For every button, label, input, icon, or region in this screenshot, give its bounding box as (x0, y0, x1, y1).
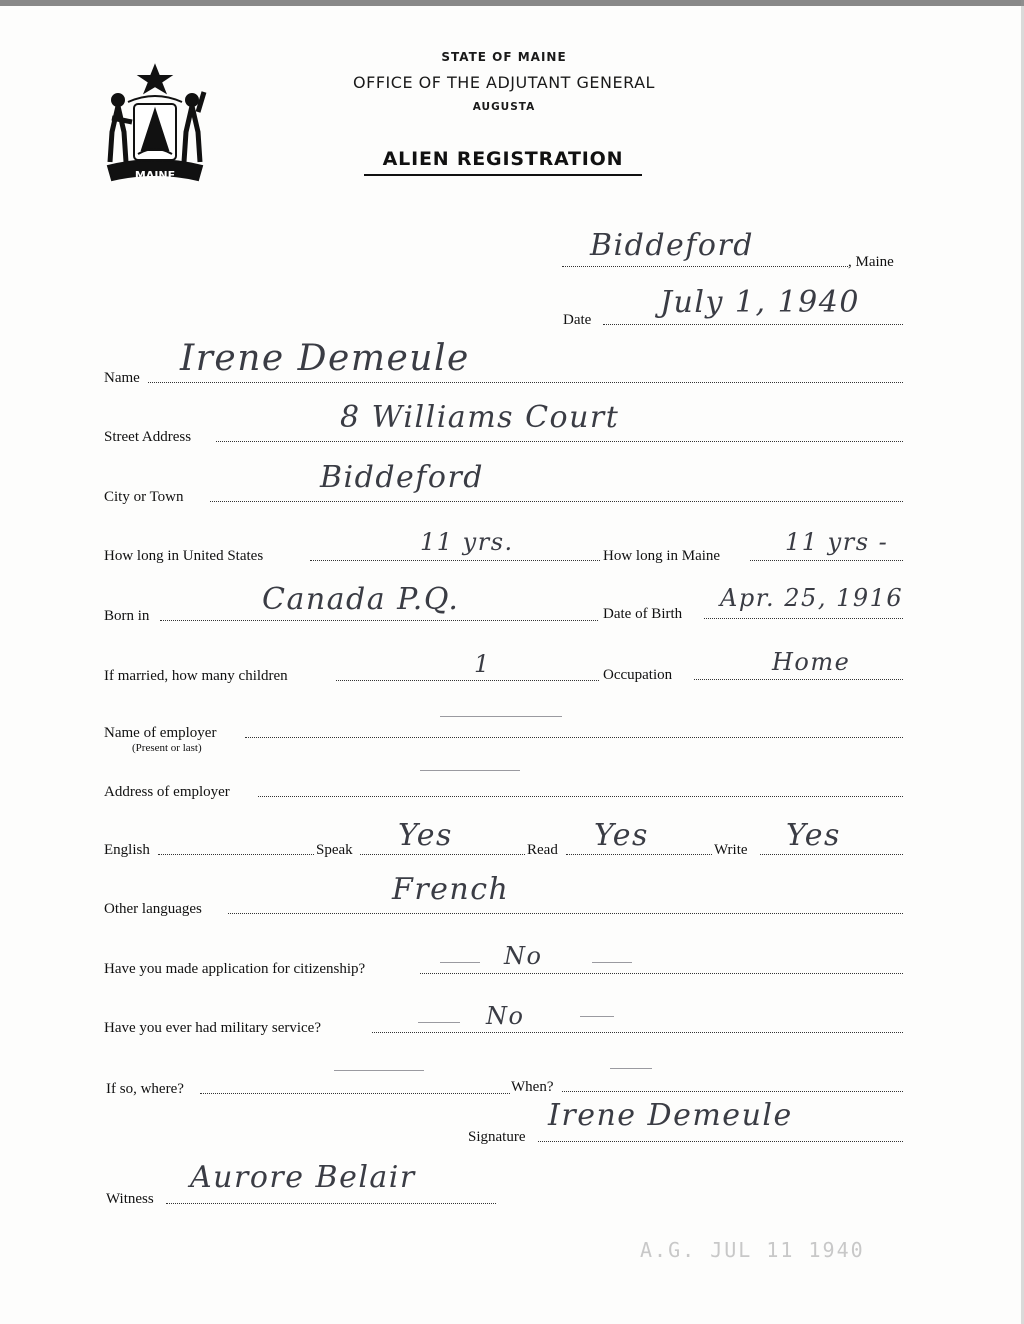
where-label: If so, where? (106, 1081, 184, 1097)
how-long-maine-label: How long in Maine (603, 548, 721, 564)
when-dots (562, 1091, 903, 1092)
citizenship-entry: No (504, 942, 543, 970)
city-dots (210, 501, 903, 502)
occupation-entry: Home (772, 648, 851, 676)
date-dots (603, 324, 903, 325)
received-stamp: A.G. JUL 11 1940 (640, 1238, 865, 1262)
read-label: Read (527, 842, 558, 858)
employer-name-label: Name of employer (104, 725, 217, 741)
how-long-maine-dots (750, 560, 903, 561)
how-long-us-label: How long in United States (104, 548, 264, 564)
born-in-entry: Canada P.Q. (262, 582, 460, 617)
header-office: OFFICE OF THE ADJUTANT GENERAL (353, 73, 655, 92)
blank-dash (440, 962, 480, 963)
military-dots (372, 1032, 903, 1033)
name-entry: Irene Demeule (180, 338, 470, 379)
read-dots (566, 854, 712, 855)
write-label: Write (714, 842, 748, 858)
place-dots (562, 266, 848, 267)
military-entry: No (486, 1002, 525, 1030)
maine-label: , Maine (848, 254, 894, 270)
signature-dots (538, 1141, 903, 1142)
street-entry: 8 Williams Court (340, 400, 620, 435)
children-dots (336, 680, 599, 681)
header-state: STATE OF MAINE (441, 50, 567, 64)
citizenship-dots (420, 973, 903, 974)
name-dots (148, 382, 903, 383)
form-title: ALIEN REGISTRATION (382, 148, 624, 170)
signature-entry: Irene Demeule (548, 1098, 793, 1133)
blank-dash (418, 1022, 460, 1023)
how-long-maine-entry: 11 yrs - (785, 528, 889, 556)
blank-dash (580, 1016, 614, 1017)
header-city: AUGUSTA (472, 101, 536, 113)
how-long-us-dots (310, 560, 600, 561)
other-languages-dots (228, 913, 903, 914)
dob-label: Date of Birth (603, 606, 683, 622)
english-dots (158, 854, 314, 855)
employer-address-dots (258, 796, 903, 797)
blank-dash (610, 1068, 652, 1069)
blank-dash (592, 962, 632, 963)
date-entry: July 1, 1940 (660, 285, 860, 320)
where-dots (200, 1093, 510, 1094)
occupation-label: Occupation (603, 667, 673, 683)
witness-label: Witness (106, 1191, 154, 1207)
employer-address-label: Address of employer (104, 784, 230, 800)
street-label: Street Address (104, 429, 192, 445)
children-label: If married, how many children (104, 668, 288, 684)
military-label: Have you ever had military service? (104, 1020, 321, 1036)
citizenship-label: Have you made application for citizenship? (104, 961, 366, 977)
born-in-label: Born in (104, 608, 150, 624)
how-long-us-entry: 11 yrs. (420, 528, 514, 556)
other-languages-label: Other languages (104, 901, 202, 917)
born-in-dots (160, 620, 598, 621)
place-entry: Biddeford (590, 228, 755, 263)
date-label: Date (563, 312, 592, 328)
other-languages-entry: French (392, 872, 510, 907)
blank-dash (440, 716, 562, 717)
title-underline (364, 174, 642, 176)
speak-dots (360, 854, 525, 855)
witness-entry: Aurore Belair (190, 1160, 416, 1195)
write-dots (760, 854, 903, 855)
street-dots (216, 441, 903, 442)
speak-entry: Yes (398, 818, 453, 853)
blank-dash (334, 1070, 424, 1071)
when-label: When? (511, 1079, 554, 1095)
read-entry: Yes (594, 818, 649, 853)
speak-label: Speak (316, 842, 353, 858)
dob-entry: Apr. 25, 1916 (720, 584, 904, 612)
city-label: City or Town (104, 489, 184, 505)
scan-edge (0, 0, 1024, 6)
write-entry: Yes (786, 818, 841, 853)
svg-text:MAINE: MAINE (134, 169, 176, 182)
english-label: English (104, 842, 150, 858)
employer-note: (Present or last) (132, 742, 202, 754)
signature-label: Signature (468, 1129, 526, 1145)
city-entry: Biddeford (320, 460, 485, 495)
dob-dots (704, 618, 903, 619)
name-label: Name (104, 370, 140, 386)
occupation-dots (694, 679, 903, 680)
witness-dots (166, 1203, 496, 1204)
children-entry: 1 (474, 650, 491, 678)
employer-name-dots (245, 737, 903, 738)
blank-dash (420, 770, 520, 771)
